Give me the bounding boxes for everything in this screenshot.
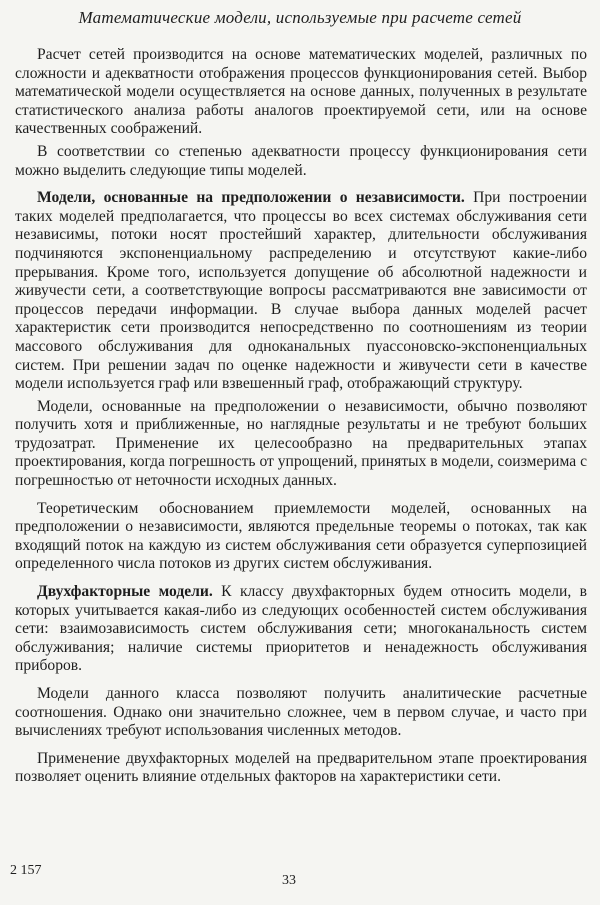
- paragraph-text: К классу двухфакторных будем относить модели, в которых учитывается какая-либо из следующих особенностей систем обслуживания сети: взаимозависимость систем обслуживания сети; многоканальность систем обслуживания; наличие системы приоритетов и ненадежность обслуживания приборов.: [15, 583, 587, 675]
- paragraph-text: В соответствии со степенью адекватности процессу функционирования сети можно выделить следующие типы моделей.: [15, 142, 587, 179]
- section-heading-independence: Модели, основанные на предположении о независимости.: [37, 189, 465, 207]
- paragraph-text: Теоретическим обоснованием приемлемости моделей, основанных на предположении о независимости, являются предельные теоремы о потоках, так как входящий поток на каждую из систем обслуживания сети образуется суперпозицией определенного числа потоков из других систем обслуживания.: [15, 499, 587, 573]
- printer-signature: 2 157: [10, 863, 42, 878]
- section-heading-two-factor: Двухфакторные модели.: [37, 583, 213, 601]
- paragraph-text: Модели данного класса позволяют получить аналитические расчетные соотношения. Однако они значительно сложнее, чем в первом случае, и часто при вычислениях требуют использования численных методов.: [15, 685, 587, 740]
- paragraph: [15, 189, 587, 394]
- paragraph: [15, 750, 587, 787]
- running-header: Математические модели, используемые при расчете сетей: [78, 8, 522, 27]
- paragraph: [15, 398, 587, 491]
- paragraph: [15, 46, 587, 139]
- paragraph: [15, 143, 587, 180]
- body-text: [15, 46, 587, 791]
- paragraph: [15, 583, 587, 676]
- paragraph-text: При построении таких моделей предполагается, что процессы во всех системах обслуживания сети независимы, потоки носят простейший характер, длительности обслуживания подчиняются экспоненциальному распределению и отсутствуют какие-либо прерывания. Кроме того, используется допущение об абсолютной надежности и живучести сети, а соответствующие вопросы рассматриваются вне зависимости от процессов передачи информации. В случае выбора данных моделей расчет характеристик сети производится непосредственно по соотношениям из теории массового обслуживания для одноканальных пуассоновско-экспоненциальных систем. При решении задач по оценке надежности и живучести сети в качестве модели используется граф или взвешенный граф, отображающий структуру.: [15, 189, 587, 393]
- paragraph: [15, 500, 587, 574]
- paragraph: [15, 685, 587, 741]
- paragraph-text: Применение двухфакторных моделей на предварительном этапе проектирования позволяет оценить влияние отдельных факторов на характеристики сети.: [15, 749, 587, 786]
- paragraph-text: Модели, основанные на предположении о независимости, обычно позволяют получить хотя и приближенные, но наглядные результаты и не требуют больших трудозатрат. Применение их целесообразно на предварительных этапах проектирования, когда погрешность от упрощений, принятых в модели, соизмерима с погрешностью от неточности исходных данных.: [15, 397, 587, 490]
- paragraph-text: Расчет сетей производится на основе математических моделей, различных по сложности и адекватности отображения процессов функционирования сетей. Выбор математической модели осуществляется на основе данных, полученных в результате статистического анализа работы аналогов проектируемой сети, или на основе качественных соображений.: [15, 46, 587, 138]
- page-number: 33: [282, 873, 296, 888]
